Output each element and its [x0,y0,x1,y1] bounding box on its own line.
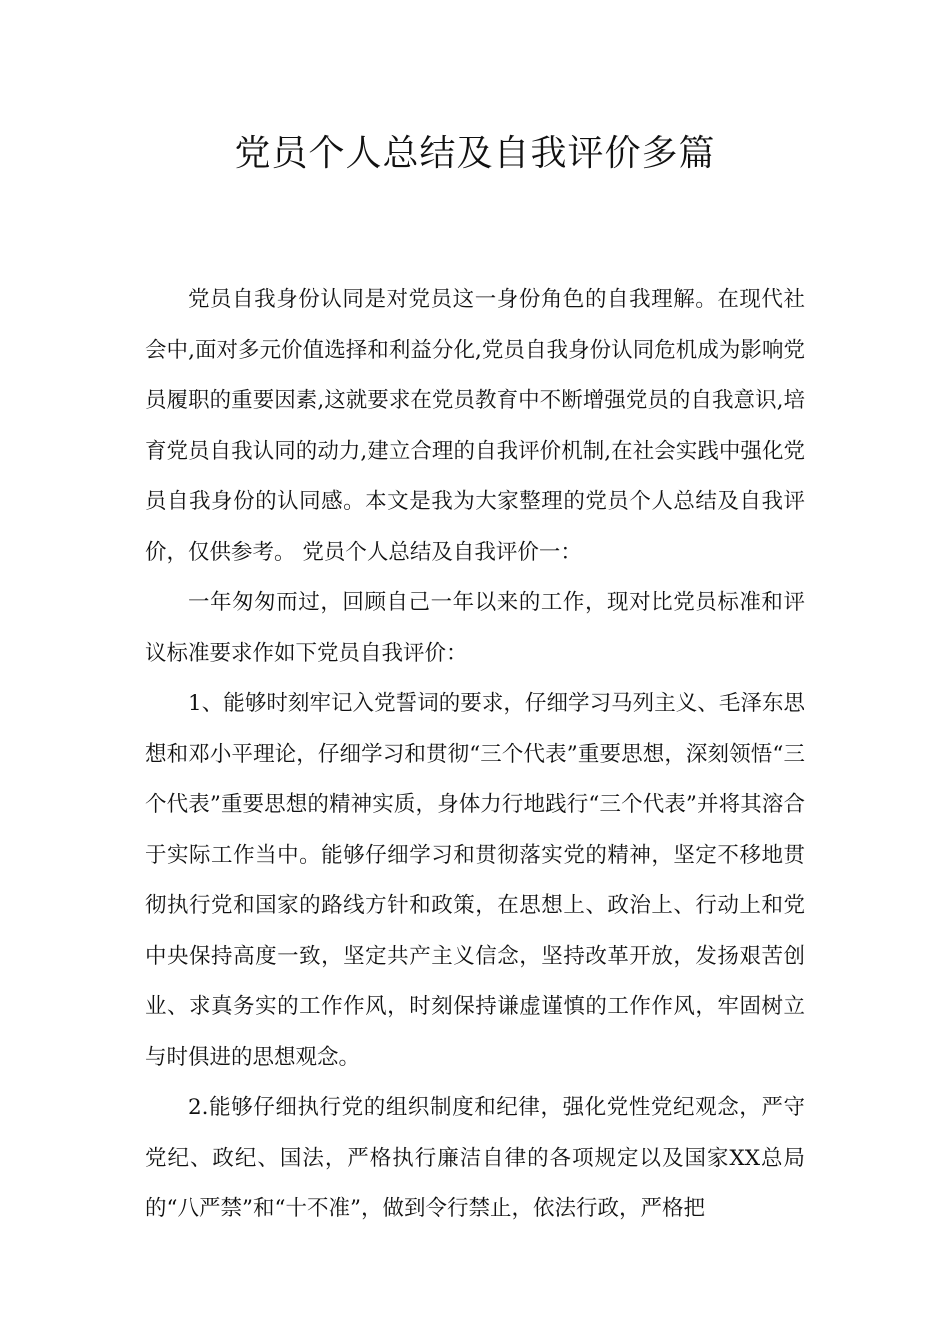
paragraph-intro: 党员自我身份认同是对党员这一身份角色的自我理解。在现代社会中,面对多元价值选择和利益分化,党员自我身份认同危机成为影响党员履职的重要因素,这就要求在党员教育中不断增强党员的自我意识,培育党员自我认同的动力,建立合理的自我评价机制,在社会实践中强化党员自我身份的认同感。本文是我为大家整理的党员个人总结及自我评价，仅供参考。 党员个人总结及自我评价一： [145,287,805,565]
document-body [145,275,805,1235]
paragraph-item-2: 2.能够仔细执行党的组织制度和纪律，强化党性党纪观念，严守党纪、政纪、国法，严格执行廉洁自律的各项规定以及国家XX总局的“八严禁”和“十不准”，做到令行禁止，依法行政，严格把 [145,1095,805,1221]
document-title: 党员个人总结及自我评价多篇 [234,133,716,174]
paragraph-item-1: 1、能够时刻牢记入党誓词的要求，仔细学习马列主义、毛泽东思想和邓小平理论，仔细学习和贯彻“三个代表”重要思想，深刻领悟“三个代表”重要思想的精神实质，身体力行地践行“三个代表”并将其溶合于实际工作当中。能够仔细学习和贯彻落实党的精神，坚定不移地贯彻执行党和国家的路线方针和政策，在思想上、政治上、行动上和党中央保持高度一致，坚定共产主义信念，坚持改革开放，发扬艰苦创业、求真务实的工作作风，时刻保持谦虚谨慎的工作作风，牢固树立与时俱进的思想观念。 [145,691,805,1070]
paragraph-overview: 一年匆匆而过，回顾自己一年以来的工作，现对比党员标准和评议标准要求作如下党员自我评价： [145,590,805,666]
